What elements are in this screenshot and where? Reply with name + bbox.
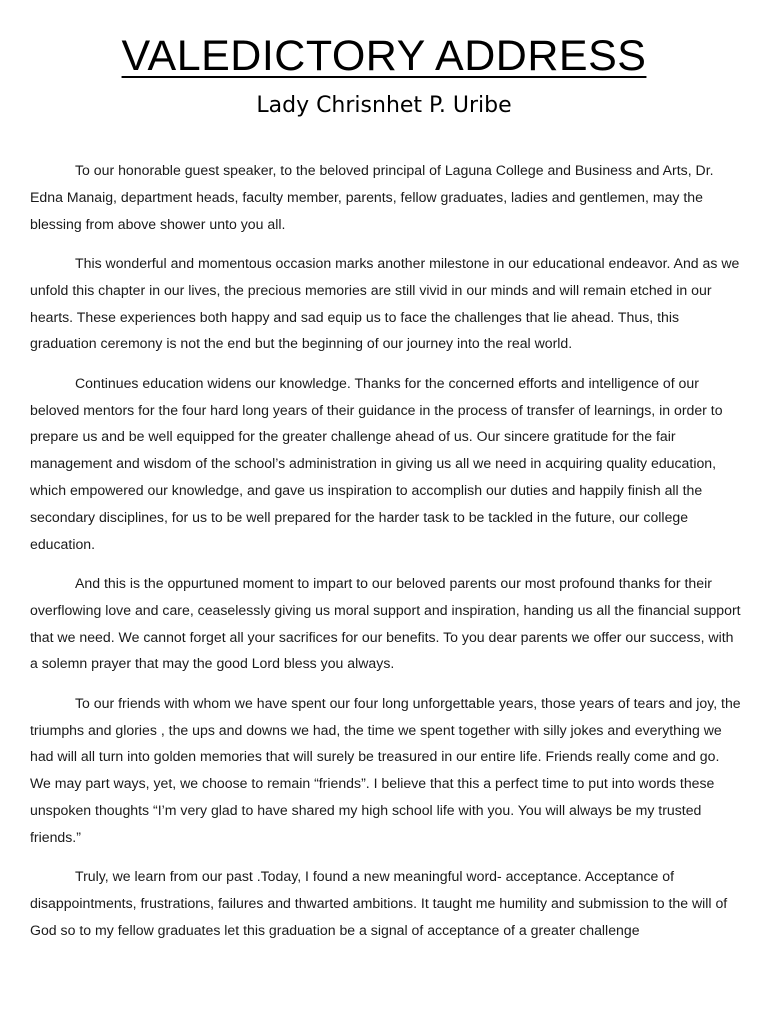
paragraph-greeting: To our honorable guest speaker, to the beloved principal of Laguna College and Business and Arts, Dr. Edna Manaig, department heads, faculty member, parents, fellow graduates, ladies and gentlemen, may the blessing from above shower unto you all. <box>30 162 714 232</box>
paragraph-friends: To our friends with whom we have spent our four long unforgettable years, those years of tears and joy, the triumphs and glories , the ups and downs we had, the time we spent together with silly jokes and everything we had will all turn into golden memories that will surely be treasured in our entire life. Friends really come and go. We may part ways, yet, we choose to remain “friends”. I believe that this a perfect time to put into words these unspoken thoughts “I’m very glad to have shared my high school life with you. You will always be my trusted friends.” <box>30 694 741 845</box>
paragraph-parents: And this is the oppurtuned moment to impart to our beloved parents our most profound thanks for their overflowing love and care, ceaselessly giving us moral support and inspiration, handing us all the financial support that we need. We cannot forget all your sacrifices for our benefits. To you dear parents we offer our success, with a solemn prayer that may the good Lord bless you always. <box>30 574 741 672</box>
paragraph-education: Continues education widens our knowledge. Thanks for the concerned efforts and intelligence of our beloved mentors for the four hard long years of their guidance in the process of transfer of learnings, in order to prepare us and be well equipped for the greater challenge ahead of us. Our sincere gratitude for the fair management and wisdom of the school’s administration in giving us all we need in acquiring quality education, which empowered our knowledge, and gave us inspiration to accomplish our duties and happily finish all the secondary disciplines, for us to be well prepared for the harder task to be tackled in the future, our college education. <box>30 374 723 552</box>
document-title <box>0 28 768 84</box>
paragraph-milestone: This wonderful and momentous occasion marks another milestone in our educational endeavor. And as we unfold this chapter in our lives, the precious memories are still vivid in our minds and will remain etched in our hearts. These experiences both happy and sad equip us to face the challenges that lie ahead. Thus, this graduation ceremony is not the end but the beginning of our journey into the real world. <box>30 254 740 352</box>
author-name: Lady Chrisnhet P. Uribe <box>256 93 512 118</box>
paragraph-acceptance: Truly, we learn from our past .Today, I found a new meaningful word- acceptance. Acceptance of disappointments, frustrations, failures and thwarted ambitions. It taught me humility and submission to the will of God so to my fellow graduates let this graduation be a signal of acceptance of a greater challenge <box>30 868 728 938</box>
document-body <box>30 157 742 956</box>
document-title-text: VALEDICTORY ADDRESS <box>121 32 647 80</box>
